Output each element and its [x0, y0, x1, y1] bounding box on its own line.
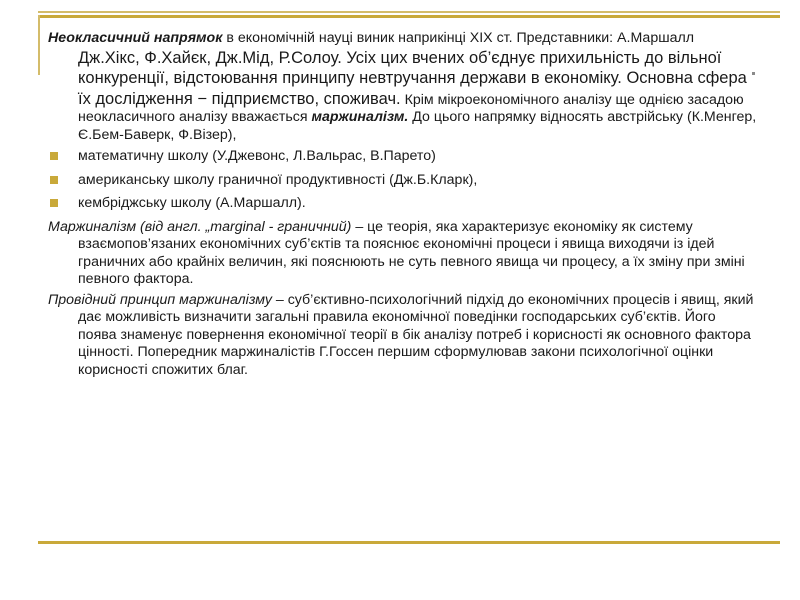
top-accent-rule — [38, 11, 780, 13]
bullet-square-icon — [50, 152, 58, 160]
left-edge-rule — [38, 15, 40, 75]
schools-list — [48, 148, 758, 213]
intro-paragraph — [48, 30, 758, 144]
principle-term: Провідний принцип маржиналізму — [48, 291, 272, 308]
representatives-names: Дж.Хікс, Ф.Хайєк, Дж.Мід, Р.Солоу. Усіх цих вчених об’єднує прихильність до вільної конкуренції, відстоювання принципу невтручання держави в економіку. Основна сфера їх дослідження − підприємство, споживач. — [78, 48, 747, 108]
intro-continuation: Крім мікроекономічного аналізу ще однією засадою неокласичного аналізу вважається — [78, 91, 744, 125]
definition-text: – це теорія, яка характеризує економіку як систему взаємопов’язаних економічних суб’єктів та пояснює економічні процеси і явища виходячи із ідей граничних або крайніх величин, які пояснюють не суть певного явища чи процесу, а їх зміну при зміні певного фактора. — [78, 218, 745, 287]
list-item-text: американську школу граничної продуктивності (Дж.Б.Кларк), — [78, 171, 478, 188]
representatives-label: Представники: А.Маршалл — [512, 30, 695, 46]
schools-lead: До цього напрямку відносять австрійську (К.Менгер, Є.Бем-Баверк, Ф.Візер), — [78, 109, 757, 143]
list-item — [48, 172, 758, 190]
intro-sentence-1: в економічній науці виник наприкінці XIX ст. — [222, 30, 513, 46]
bullet-square-icon — [50, 176, 58, 184]
list-item — [48, 148, 758, 166]
principle-paragraph — [48, 292, 758, 380]
definition-paragraph — [48, 219, 758, 289]
list-item-text: кембріджську школу (А.Маршалл). — [78, 195, 306, 211]
list-item-text: математичну школу (У.Джевонс, Л.Вальрас, В.Парето) — [78, 148, 436, 164]
intro-term: Неокласичний напрямок — [48, 30, 223, 46]
principle-text: – суб’єктивно-психологічний підхід до економічних процесів і явищ, який дає можливість визначити загальні правила економічної поведінки господарських суб’єктів. Його поява знаменує повернення економічної теорії в бік аналізу потреб і корисності як основного фактора цінності. Попередник маржиналістів Г.Госсен першим сформулював закони психологічної оцінки корисності спожитих благ. — [78, 291, 754, 378]
top-rule — [38, 15, 780, 18]
marginalism-term: маржиналізм. — [311, 109, 409, 125]
slide-content — [48, 30, 758, 382]
bottom-rule — [38, 541, 780, 544]
list-item — [48, 195, 758, 213]
definition-term: Маржиналізм (від англ. „marginal - граничний) — [48, 218, 352, 235]
bullet-square-icon — [50, 199, 58, 207]
